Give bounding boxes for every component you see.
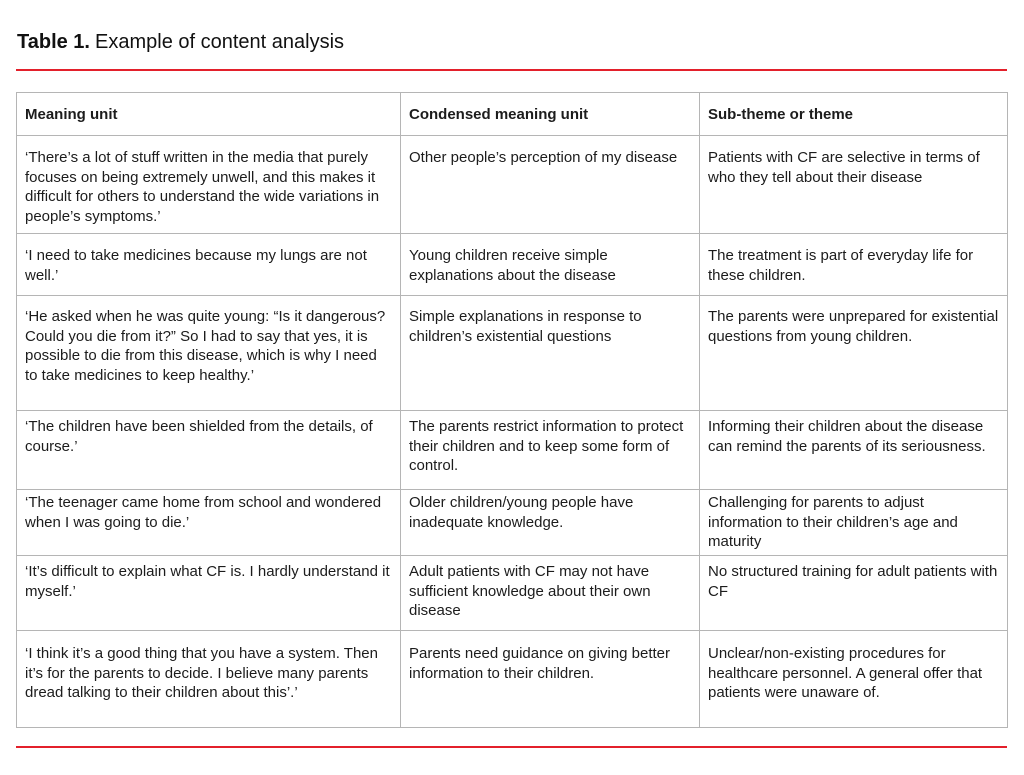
header-condensed-meaning-unit: Condensed meaning unit: [401, 93, 700, 136]
header-sub-theme: Sub-theme or theme: [700, 93, 1008, 136]
condensed-meaning-cell: Adult patients with CF may not have sufficient knowledge about their own disease: [401, 556, 700, 631]
table-label: Table 1.: [17, 31, 90, 53]
theme-cell: The treatment is part of everyday life for these children.: [700, 234, 1008, 296]
table-title: [17, 29, 344, 55]
meaning-unit-cell: ‘The children have been shielded from the details, of course.’: [17, 411, 401, 490]
theme-cell: Unclear/non-existing procedures for healthcare personnel. A general offer that patients were unaware of.: [700, 631, 1008, 728]
table-row: [17, 556, 1008, 631]
meaning-unit-cell: ‘He asked when he was quite young: “Is it dangerous? Could you die from it?” So I had to say that yes, it is possible to die from this disease, which is why I need to take medicines to keep healthy.’: [17, 296, 401, 411]
bottom-divider-rule: [16, 746, 1007, 748]
meaning-unit-cell: ‘I think it’s a good thing that you have a system. Then it’s for the parents to decide. I believe many parents dread talking to their children about this’.’: [17, 631, 401, 728]
theme-cell: Challenging for parents to adjust information to their children’s age and maturity: [700, 490, 1008, 556]
theme-cell: Patients with CF are selective in terms of who they tell about their disease: [700, 136, 1008, 234]
meaning-unit-cell: ‘I need to take medicines because my lungs are not well.’: [17, 234, 401, 296]
table-caption: Example of content analysis: [95, 31, 345, 53]
condensed-meaning-cell: Other people’s perception of my disease: [401, 136, 700, 234]
theme-cell: The parents were unprepared for existential questions from young children.: [700, 296, 1008, 411]
condensed-meaning-cell: The parents restrict information to protect their children and to keep some form of control.: [401, 411, 700, 490]
table-row: [17, 411, 1008, 490]
condensed-meaning-cell: Young children receive simple explanations about the disease: [401, 234, 700, 296]
top-divider-rule: [16, 69, 1007, 71]
table-header-row: [17, 93, 1008, 136]
table-row: [17, 136, 1008, 234]
condensed-meaning-cell: Simple explanations in response to children’s existential questions: [401, 296, 700, 411]
theme-cell: No structured training for adult patients with CF: [700, 556, 1008, 631]
meaning-unit-cell: ‘The teenager came home from school and wondered when I was going to die.’: [17, 490, 401, 556]
table-row: [17, 490, 1008, 556]
table-row: [17, 234, 1008, 296]
condensed-meaning-cell: Older children/young people have inadequate knowledge.: [401, 490, 700, 556]
table-row: [17, 296, 1008, 411]
meaning-unit-cell: ‘It’s difficult to explain what CF is. I hardly understand it myself.’: [17, 556, 401, 631]
meaning-unit-cell: ‘There’s a lot of stuff written in the media that purely focuses on being extremely unwell, and this makes it difficult for others to understand the wide variations in people’s symptoms.’: [17, 136, 401, 234]
condensed-meaning-cell: Parents need guidance on giving better information to their children.: [401, 631, 700, 728]
table-row: [17, 631, 1008, 728]
header-meaning-unit: Meaning unit: [17, 93, 401, 136]
theme-cell: Informing their children about the disease can remind the parents of its seriousness.: [700, 411, 1008, 490]
content-analysis-table: [16, 92, 1008, 728]
